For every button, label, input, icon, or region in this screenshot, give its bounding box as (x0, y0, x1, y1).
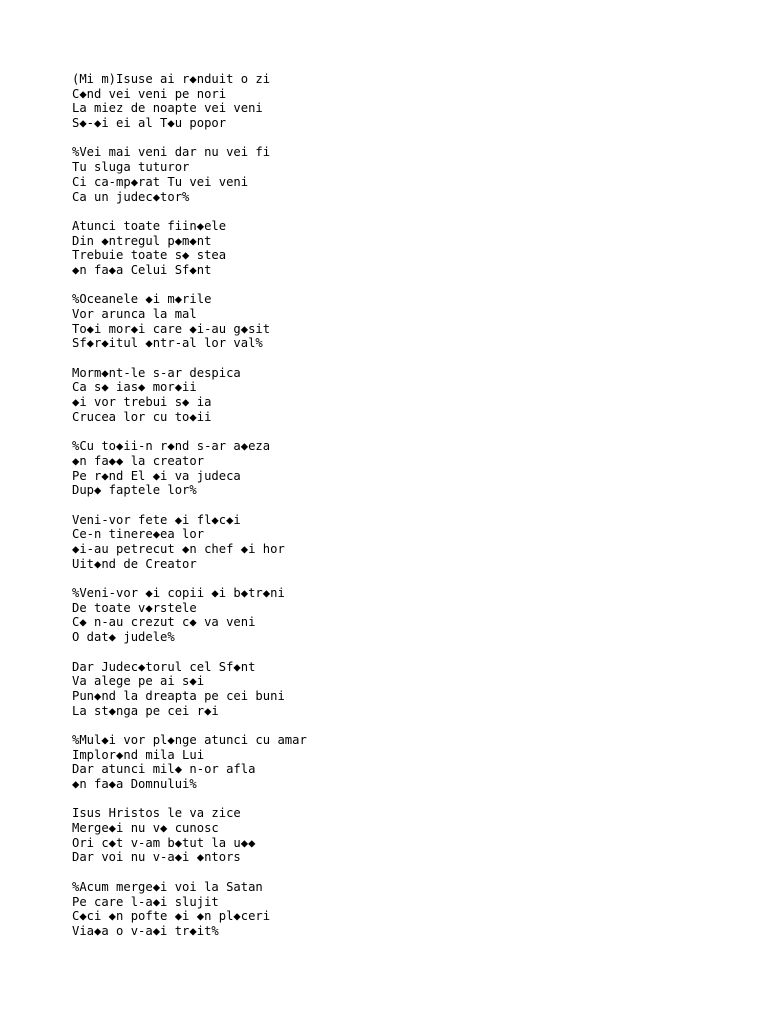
lyric-line: Tu sluga tuturor (72, 160, 190, 175)
lyric-line: C◆ n-au crezut c◆ va veni (72, 615, 256, 630)
lyric-line: %Cu to◆ii-n r◆nd s-ar a◆eza (72, 439, 271, 454)
lyric-line: Va alege pe ai s◆i (72, 674, 205, 689)
lyric-line: Veni-vor fete ◆i fl◆c◆i (72, 512, 241, 527)
lyric-line: Pe care l-a◆i slujit (72, 894, 219, 909)
lyric-line: Merge◆i nu v◆ cunosc (72, 821, 219, 836)
lyric-line: %Acum merge◆i voi la Satan (72, 879, 263, 894)
lyric-line: De toate v◆rstele (72, 600, 197, 615)
lyric-line: Morm◆nt-le s-ar despica (72, 365, 241, 380)
lyric-line: O dat◆ judele% (72, 630, 175, 645)
stanza-8 (72, 586, 712, 645)
lyric-line: Pe r◆nd El ◆i va judeca (72, 468, 241, 483)
lyric-line: (Mi m)Isuse ai r◆nduit o zi (72, 72, 271, 86)
lyric-line: Din ◆ntregul p◆m◆nt (72, 233, 212, 248)
lyric-line: ◆i vor trebui s◆ ia (72, 395, 212, 410)
lyric-line: Trebuie toate s◆ stea (72, 248, 227, 263)
lyric-line: Uit◆nd de Creator (72, 556, 197, 571)
stanza-7 (72, 513, 712, 572)
lyric-line: Crucea lor cu to◆ii (72, 409, 212, 424)
lyric-line: Dar voi nu v-a◆i ◆ntors (72, 850, 241, 865)
lyric-line: %Mul◆i vor pl◆nge atunci cu amar (72, 732, 307, 747)
stanza-5 (72, 366, 712, 425)
lyric-line: Sf◆r◆itul ◆ntr-al lor val% (72, 336, 263, 351)
stanza-1 (72, 72, 712, 131)
lyric-line: C◆ci ◆n pofte ◆i ◆n pl◆ceri (72, 909, 271, 924)
lyric-line: %Vei mai veni dar nu vei fi (72, 145, 271, 160)
lyric-line: ◆n fa◆a Domnului% (72, 777, 197, 791)
stanza-4 (72, 292, 712, 351)
lyric-line: Via◆a o v-a◆i tr◆it% (72, 923, 219, 938)
lyric-line: S◆-◆i ei al T◆u popor (72, 116, 227, 131)
lyric-line: C◆nd vei veni pe nori (72, 86, 227, 101)
lyric-line: Ca s◆ ias◆ mor◆ii (72, 380, 197, 395)
lyric-line: Dup◆ faptele lor% (72, 483, 197, 498)
lyric-line: La miez de noapte vei veni (72, 101, 263, 116)
stanza-3 (72, 219, 712, 278)
stanza-10 (72, 733, 712, 792)
stanza-2 (72, 145, 712, 204)
lyric-line: Atunci toate fiin◆ele (72, 218, 227, 233)
lyric-line: To◆i mor◆i care ◆i-au g◆sit (72, 321, 271, 336)
lyric-line: Ce-n tinere◆ea lor (72, 527, 205, 542)
lyrics-document (72, 72, 712, 953)
lyric-line: Ci ca-mp◆rat Tu vei veni (72, 174, 249, 189)
lyric-line: %Oceanele ◆i m◆rile (72, 292, 212, 307)
lyric-line: Ori c◆t v-am b◆tut la u◆◆ (72, 835, 256, 850)
lyric-line: Isus Hristos le va zice (72, 806, 241, 821)
lyric-line: ◆n fa◆a Celui Sf◆nt (72, 262, 212, 277)
lyric-line: ◆n fa◆◆ la creator (72, 453, 205, 468)
lyric-line: ◆i-au petrecut ◆n chef ◆i hor (72, 542, 285, 556)
stanza-11 (72, 806, 712, 865)
lyric-line: Vor arunca la mal (72, 307, 197, 321)
stanza-12 (72, 880, 712, 939)
lyric-line: Implor◆nd mila Lui (72, 747, 205, 762)
stanza-9 (72, 660, 712, 719)
lyric-line: Pun◆nd la dreapta pe cei buni (72, 688, 285, 703)
lyric-line: La st◆nga pe cei r◆i (72, 703, 219, 718)
lyric-line: Ca un judec◆tor% (72, 189, 190, 204)
lyric-line: Dar Judec◆torul cel Sf◆nt (72, 659, 256, 674)
stanza-6 (72, 439, 712, 498)
lyric-line: %Veni-vor ◆i copii ◆i b◆tr◆ni (72, 586, 285, 601)
lyric-line: Dar atunci mil◆ n-or afla (72, 762, 256, 777)
